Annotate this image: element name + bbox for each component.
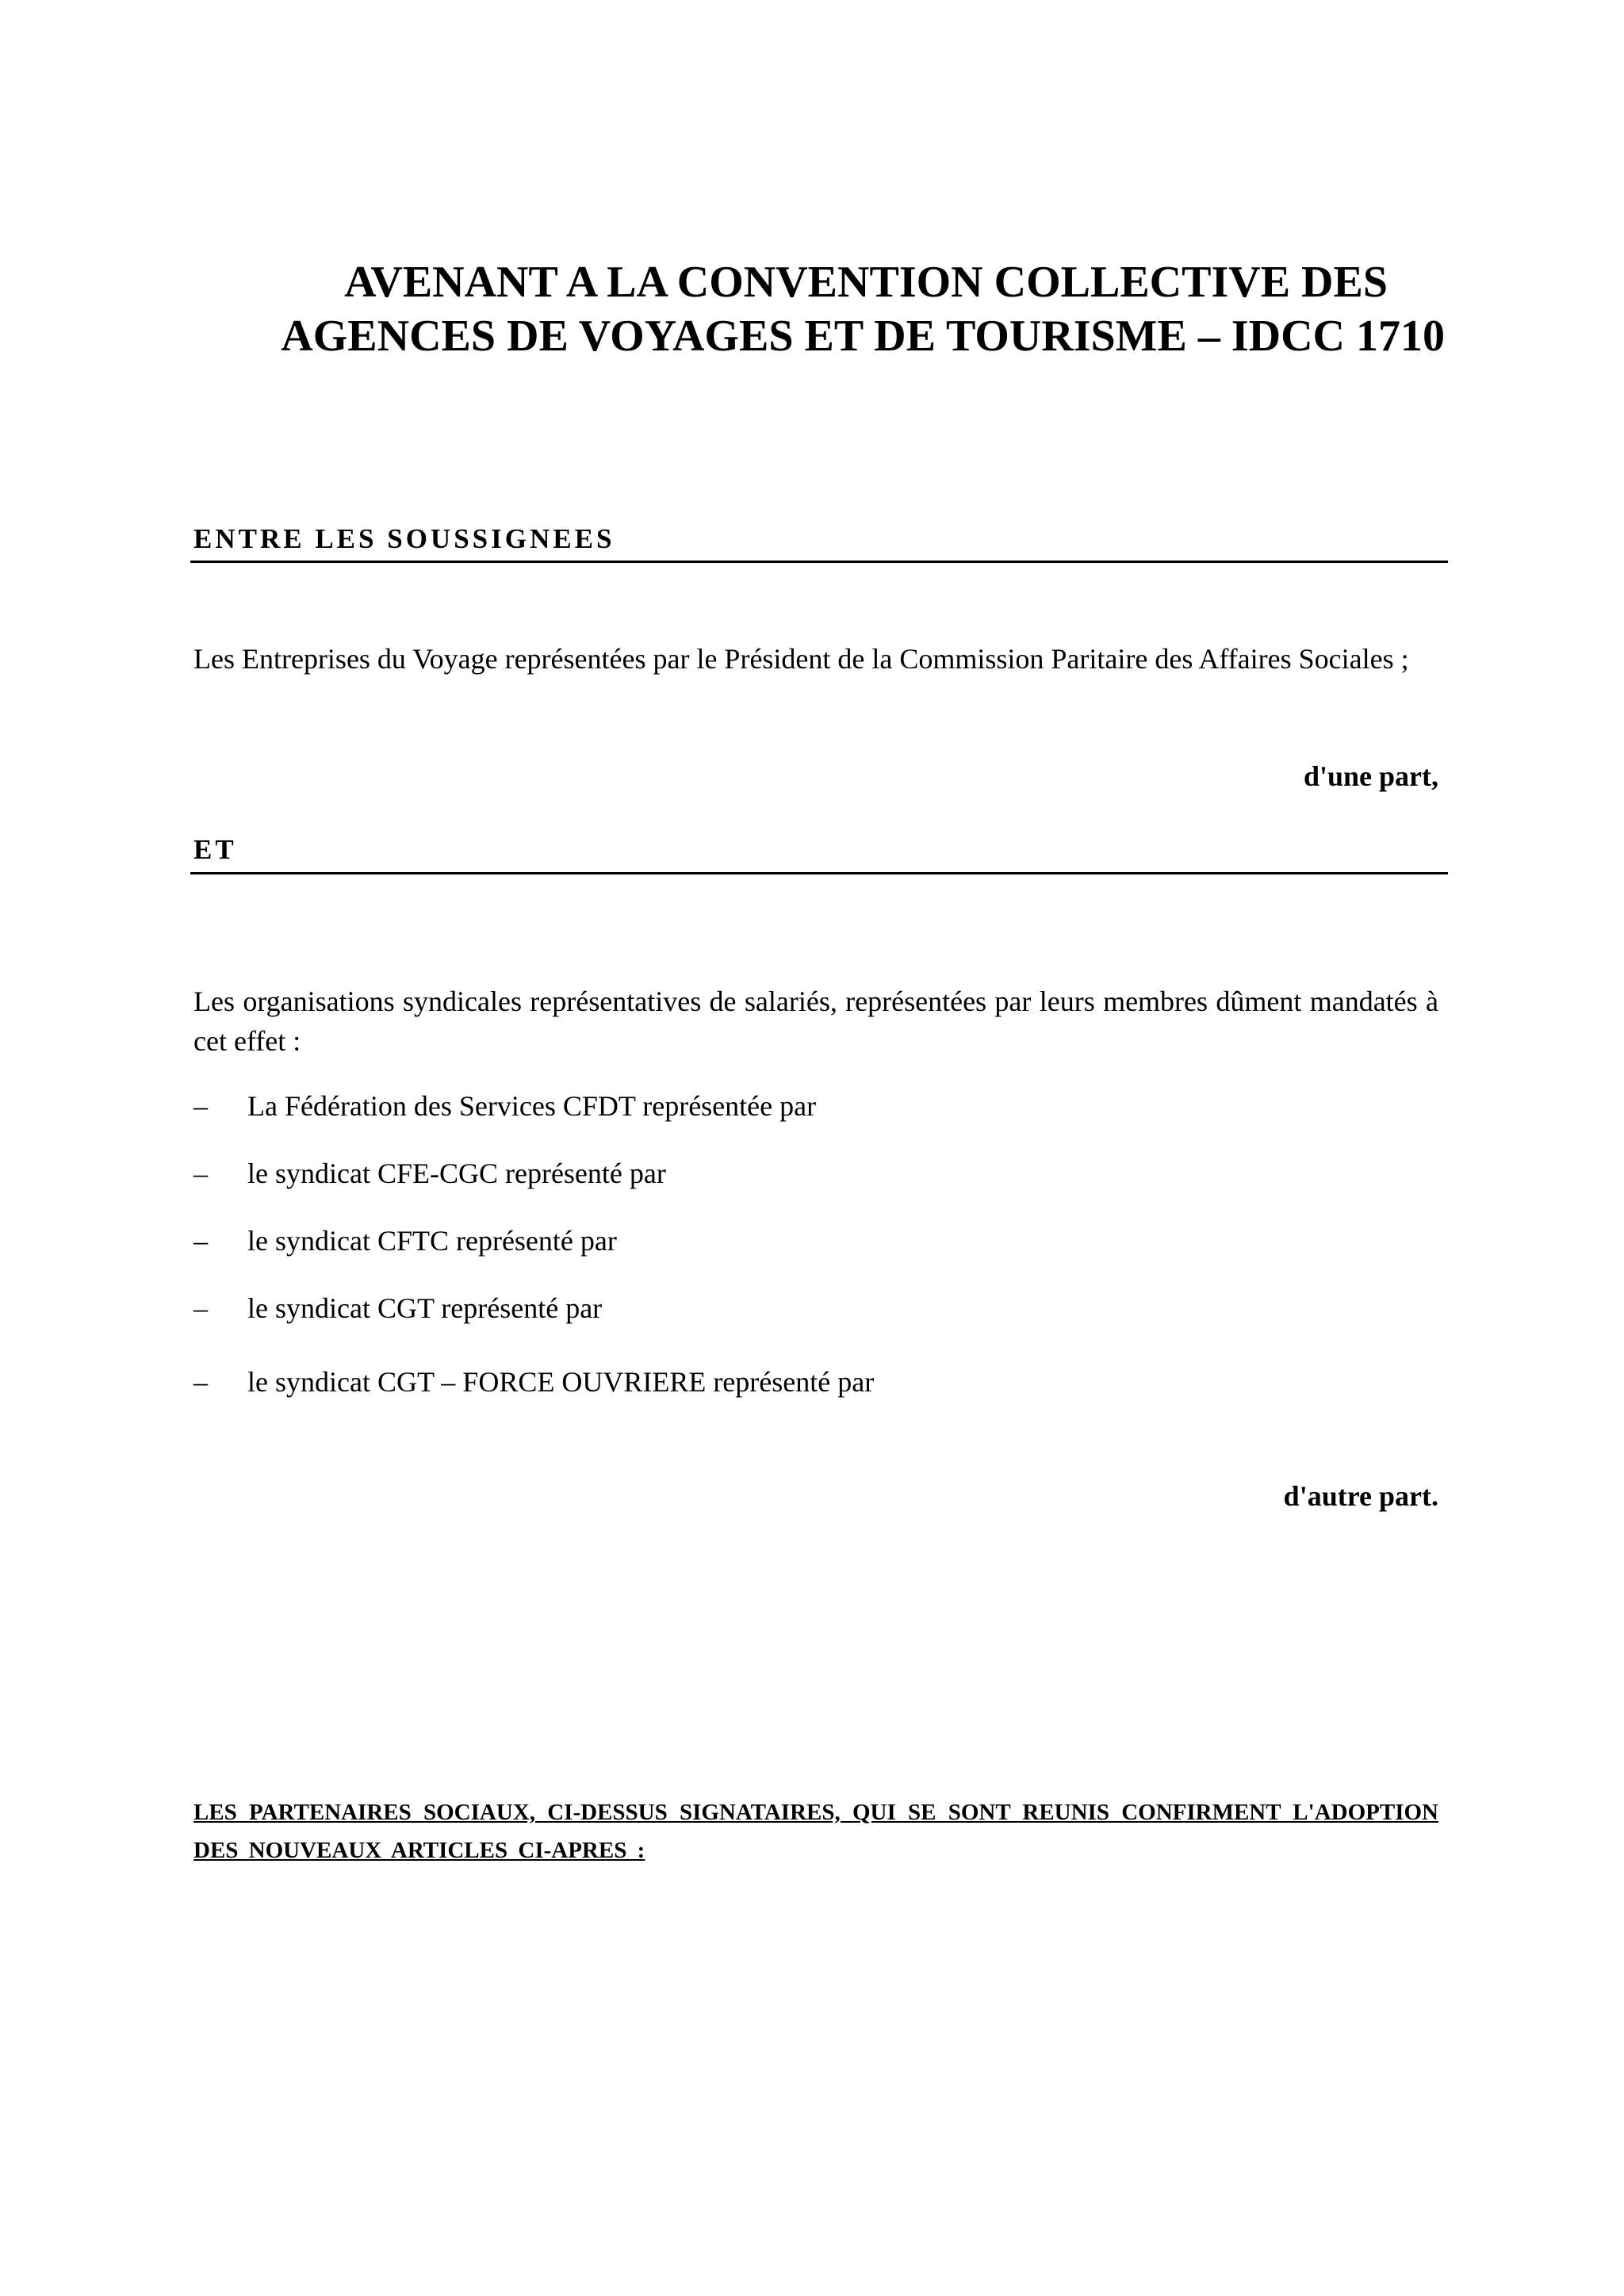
list-item	[193, 1154, 1438, 1221]
title-line-2: AGENCES DE VOYAGES ET DE TOURISME – IDCC 1710	[281, 312, 1445, 361]
party1-closing: d'une part,	[1303, 760, 1438, 792]
document-title	[190, 255, 1445, 363]
list-dash: –	[193, 1292, 208, 1324]
union-item-text: le syndicat CFE-CGC représenté par	[247, 1158, 666, 1189]
party2-paragraph: Les organisations syndicales représentatives de salariés, représentées par leurs membres dûment mandatés à cet effet :	[193, 985, 1438, 1057]
union-list	[193, 1086, 1438, 1402]
list-dash: –	[193, 1090, 208, 1122]
list-dash: –	[193, 1225, 208, 1257]
title-line-1: AVENANT A LA CONVENTION COLLECTIVE DES	[344, 258, 1388, 307]
closing-statement: LES PARTENAIRES SOCIAUX, CI-DESSUS SIGNATAIRES, QUI SE SONT REUNIS CONFIRMENT L'ADOPTION DES NOUVEAUX ARTICLES CI-APRES :	[193, 1800, 1438, 1863]
list-item	[193, 1362, 1438, 1402]
heading-and: ET	[193, 834, 237, 865]
heading-rule-2	[190, 872, 1448, 874]
heading-between-signatories: ENTRE LES SOUSSIGNEES	[193, 523, 615, 554]
list-item	[193, 1221, 1438, 1288]
heading-rule-1	[190, 561, 1448, 563]
list-item	[193, 1086, 1438, 1154]
union-item-text: La Fédération des Services CFDT représentée par	[247, 1090, 817, 1122]
union-item-text: le syndicat CGT – FORCE OUVRIERE représenté par	[247, 1366, 875, 1398]
party1-paragraph: Les Entreprises du Voyage représentées par le Président de la Commission Paritaire des Affaires Sociales ;	[193, 643, 1409, 675]
union-item-text: le syndicat CFTC représenté par	[247, 1225, 617, 1257]
union-item-text: le syndicat CGT représenté par	[247, 1292, 603, 1324]
list-item	[193, 1288, 1438, 1356]
party2-closing: d'autre part.	[1283, 1480, 1438, 1512]
list-dash: –	[193, 1158, 208, 1189]
list-dash: –	[193, 1366, 208, 1398]
